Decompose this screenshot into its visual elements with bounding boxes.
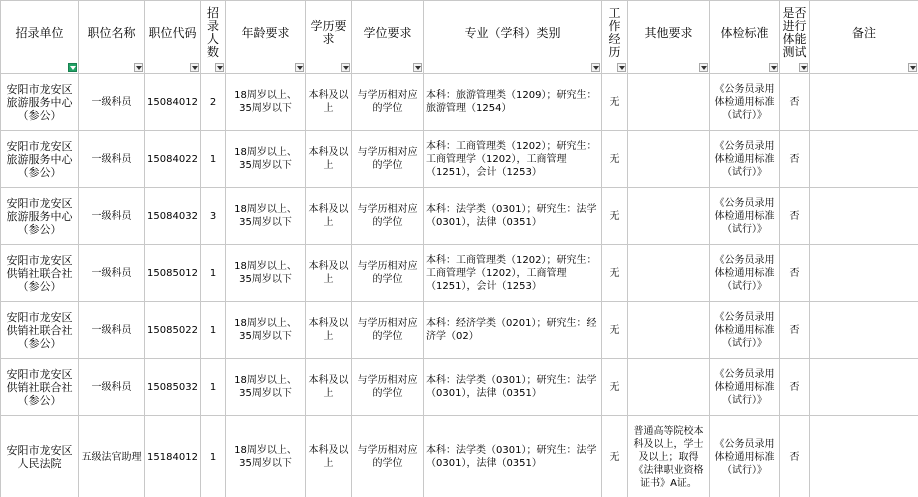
column-header[interactable] bbox=[810, 1, 918, 74]
cell-major[interactable]: 本科：法学类（0301）；研究生：法学（0301），法律（0351） bbox=[424, 359, 602, 416]
cell-recruit-count[interactable]: 1 bbox=[201, 302, 226, 359]
cell-other-requirements[interactable]: 普通高等院校本科及以上，学士及以上；取得《法律职业资格证书》A证。 bbox=[628, 416, 710, 497]
cell-work-experience[interactable]: 无 bbox=[602, 245, 628, 302]
cell-recruit-count[interactable]: 3 bbox=[201, 188, 226, 245]
cell-unit[interactable]: 安阳市龙安区供销社联合社（参公） bbox=[1, 245, 79, 302]
cell-position-title[interactable]: 一级科员 bbox=[79, 302, 145, 359]
table-row bbox=[1, 302, 918, 359]
cell-degree[interactable]: 与学历相对应的学位 bbox=[352, 131, 424, 188]
cell-education[interactable]: 本科及以上 bbox=[306, 302, 352, 359]
cell-health-standard[interactable]: 《公务员录用体检通用标准（试行）》 bbox=[710, 131, 780, 188]
cell-recruit-count[interactable]: 2 bbox=[201, 74, 226, 131]
table-row bbox=[1, 416, 918, 497]
table-row bbox=[1, 359, 918, 416]
cell-unit[interactable]: 安阳市龙安区旅游服务中心（参公） bbox=[1, 188, 79, 245]
cell-health-standard[interactable]: 《公务员录用体检通用标准（试行）》 bbox=[710, 188, 780, 245]
cell-age[interactable]: 18周岁以上、35周岁以下 bbox=[226, 188, 306, 245]
cell-health-standard[interactable]: 《公务员录用体检通用标准（试行）》 bbox=[710, 359, 780, 416]
cell-degree[interactable]: 与学历相对应的学位 bbox=[352, 245, 424, 302]
cell-major[interactable]: 本科：旅游管理类（1209）；研究生：旅游管理（1254） bbox=[424, 74, 602, 131]
cell-education[interactable]: 本科及以上 bbox=[306, 359, 352, 416]
cell-age[interactable]: 18周岁以上、35周岁以下 bbox=[226, 245, 306, 302]
cell-degree[interactable]: 与学历相对应的学位 bbox=[352, 74, 424, 131]
table-row bbox=[1, 245, 918, 302]
cell-position-title[interactable]: 五级法官助理 bbox=[79, 416, 145, 497]
table-row bbox=[1, 131, 918, 188]
column-header[interactable] bbox=[79, 1, 145, 74]
column-header[interactable] bbox=[201, 1, 226, 74]
cell-fitness-test[interactable]: 否 bbox=[780, 359, 810, 416]
column-header-label: 学历要求 bbox=[310, 19, 347, 46]
cell-remarks[interactable] bbox=[810, 416, 918, 497]
cell-position-code[interactable]: 15085022 bbox=[145, 302, 201, 359]
cell-other-requirements[interactable] bbox=[628, 302, 710, 359]
cell-major[interactable]: 本科：工商管理类（1202）；研究生：工商管理学（1202），工商管理（1251），会计（1253） bbox=[424, 245, 602, 302]
cell-other-requirements[interactable] bbox=[628, 188, 710, 245]
cell-recruit-count[interactable]: 1 bbox=[201, 359, 226, 416]
cell-degree[interactable]: 与学历相对应的学位 bbox=[352, 359, 424, 416]
filter-dropdown-icon[interactable] bbox=[215, 63, 224, 72]
cell-education[interactable]: 本科及以上 bbox=[306, 188, 352, 245]
cell-major[interactable]: 本科：法学类（0301）；研究生：法学（0301），法律（0351） bbox=[424, 188, 602, 245]
filter-dropdown-icon[interactable] bbox=[134, 63, 143, 72]
cell-position-code[interactable]: 15084032 bbox=[145, 188, 201, 245]
cell-fitness-test[interactable]: 否 bbox=[780, 245, 810, 302]
cell-position-code[interactable]: 15085032 bbox=[145, 359, 201, 416]
cell-position-title[interactable]: 一级科员 bbox=[79, 74, 145, 131]
filter-dropdown-icon[interactable] bbox=[341, 63, 350, 72]
header-row bbox=[1, 1, 918, 74]
column-header-label: 体检标准 bbox=[720, 25, 769, 40]
column-header-label: 职位名称 bbox=[87, 25, 136, 40]
cell-degree[interactable]: 与学历相对应的学位 bbox=[352, 188, 424, 245]
column-header[interactable] bbox=[226, 1, 306, 74]
column-header[interactable] bbox=[628, 1, 710, 74]
cell-remarks[interactable] bbox=[810, 131, 918, 188]
cell-position-code[interactable]: 15184012 bbox=[145, 416, 201, 497]
cell-remarks[interactable] bbox=[810, 245, 918, 302]
cell-remarks[interactable] bbox=[810, 302, 918, 359]
table-row bbox=[1, 74, 918, 131]
cell-position-code[interactable]: 15085012 bbox=[145, 245, 201, 302]
column-header[interactable] bbox=[306, 1, 352, 74]
cell-recruit-count[interactable]: 1 bbox=[201, 416, 226, 497]
filter-dropdown-icon[interactable] bbox=[190, 63, 199, 72]
cell-age[interactable]: 18周岁以上、35周岁以下 bbox=[226, 359, 306, 416]
cell-work-experience[interactable]: 无 bbox=[602, 416, 628, 497]
cell-fitness-test[interactable]: 否 bbox=[780, 416, 810, 497]
column-header-label: 工作经历 bbox=[608, 6, 621, 59]
cell-position-title[interactable]: 一级科员 bbox=[79, 245, 145, 302]
column-header[interactable] bbox=[710, 1, 780, 74]
cell-other-requirements[interactable] bbox=[628, 131, 710, 188]
cell-education[interactable]: 本科及以上 bbox=[306, 245, 352, 302]
cell-unit[interactable]: 安阳市龙安区供销社联合社（参公） bbox=[1, 302, 79, 359]
cell-health-standard[interactable]: 《公务员录用体检通用标准（试行）》 bbox=[710, 416, 780, 497]
filter-dropdown-icon[interactable] bbox=[908, 63, 917, 72]
column-header[interactable] bbox=[424, 1, 602, 74]
cell-fitness-test[interactable]: 否 bbox=[780, 188, 810, 245]
filter-dropdown-icon[interactable] bbox=[769, 63, 778, 72]
cell-position-code[interactable]: 15084012 bbox=[145, 74, 201, 131]
cell-education[interactable]: 本科及以上 bbox=[306, 131, 352, 188]
cell-remarks[interactable] bbox=[810, 359, 918, 416]
cell-work-experience[interactable]: 无 bbox=[602, 188, 628, 245]
cell-fitness-test[interactable]: 否 bbox=[780, 131, 810, 188]
cell-work-experience[interactable]: 无 bbox=[602, 131, 628, 188]
column-header[interactable] bbox=[1, 1, 79, 74]
column-header-label: 是否进行体能测试 bbox=[782, 6, 807, 59]
cell-health-standard[interactable]: 《公务员录用体检通用标准（试行）》 bbox=[710, 74, 780, 131]
cell-unit[interactable]: 安阳市龙安区旅游服务中心（参公） bbox=[1, 131, 79, 188]
cell-education[interactable]: 本科及以上 bbox=[306, 74, 352, 131]
column-header[interactable] bbox=[145, 1, 201, 74]
filter-active-icon[interactable] bbox=[68, 63, 77, 72]
column-header-label: 招录人数 bbox=[206, 6, 219, 59]
cell-age[interactable]: 18周岁以上、35周岁以下 bbox=[226, 302, 306, 359]
column-header-label: 学位要求 bbox=[363, 25, 412, 40]
cell-other-requirements[interactable] bbox=[628, 74, 710, 131]
cell-recruit-count[interactable]: 1 bbox=[201, 131, 226, 188]
cell-age[interactable]: 18周岁以上、35周岁以下 bbox=[226, 131, 306, 188]
cell-age[interactable]: 18周岁以上、35周岁以下 bbox=[226, 416, 306, 497]
column-header-label: 年龄要求 bbox=[241, 25, 290, 40]
cell-remarks[interactable] bbox=[810, 74, 918, 131]
cell-education[interactable]: 本科及以上 bbox=[306, 416, 352, 497]
cell-fitness-test[interactable]: 否 bbox=[780, 302, 810, 359]
cell-degree[interactable]: 与学历相对应的学位 bbox=[352, 302, 424, 359]
cell-unit[interactable]: 安阳市龙安区旅游服务中心（参公） bbox=[1, 74, 79, 131]
filter-dropdown-icon[interactable] bbox=[617, 63, 626, 72]
column-header-label: 招录单位 bbox=[15, 25, 64, 40]
cell-degree[interactable]: 与学历相对应的学位 bbox=[352, 416, 424, 497]
cell-health-standard[interactable]: 《公务员录用体检通用标准（试行）》 bbox=[710, 245, 780, 302]
column-header-label: 其他要求 bbox=[644, 25, 693, 40]
cell-position-code[interactable]: 15084022 bbox=[145, 131, 201, 188]
cell-work-experience[interactable]: 无 bbox=[602, 302, 628, 359]
cell-major[interactable]: 本科：法学类（0301）；研究生：法学（0301），法律（0351） bbox=[424, 416, 602, 497]
cell-work-experience[interactable]: 无 bbox=[602, 74, 628, 131]
filter-dropdown-icon[interactable] bbox=[295, 63, 304, 72]
column-header-label: 职位代码 bbox=[148, 25, 197, 40]
cell-unit[interactable]: 安阳市龙安区供销社联合社（参公） bbox=[1, 359, 79, 416]
cell-age[interactable]: 18周岁以上、35周岁以下 bbox=[226, 74, 306, 131]
column-header-label: 备注 bbox=[851, 25, 876, 40]
cell-position-title[interactable]: 一级科员 bbox=[79, 131, 145, 188]
table-body bbox=[1, 74, 918, 497]
cell-other-requirements[interactable] bbox=[628, 359, 710, 416]
cell-health-standard[interactable]: 《公务员录用体检通用标准（试行）》 bbox=[710, 302, 780, 359]
column-header[interactable] bbox=[780, 1, 810, 74]
cell-position-title[interactable]: 一级科员 bbox=[79, 188, 145, 245]
cell-work-experience[interactable]: 无 bbox=[602, 359, 628, 416]
cell-position-title[interactable]: 一级科员 bbox=[79, 359, 145, 416]
filter-dropdown-icon[interactable] bbox=[413, 63, 422, 72]
column-header-label: 专业（学科）类别 bbox=[464, 25, 561, 40]
cell-other-requirements[interactable] bbox=[628, 245, 710, 302]
filter-dropdown-icon[interactable] bbox=[699, 63, 708, 72]
table-row bbox=[1, 188, 918, 245]
cell-recruit-count[interactable]: 1 bbox=[201, 245, 226, 302]
column-header[interactable] bbox=[602, 1, 628, 74]
cell-fitness-test[interactable]: 否 bbox=[780, 74, 810, 131]
cell-major[interactable]: 本科：工商管理类（1202）；研究生：工商管理学（1202），工商管理（1251），会计（1253） bbox=[424, 131, 602, 188]
cell-remarks[interactable] bbox=[810, 188, 918, 245]
filter-dropdown-icon[interactable] bbox=[799, 63, 808, 72]
filter-dropdown-icon[interactable] bbox=[591, 63, 600, 72]
cell-major[interactable]: 本科：经济学类（0201）；研究生：经济学（02） bbox=[424, 302, 602, 359]
column-header[interactable] bbox=[352, 1, 424, 74]
cell-unit[interactable]: 安阳市龙安区人民法院 bbox=[1, 416, 79, 497]
